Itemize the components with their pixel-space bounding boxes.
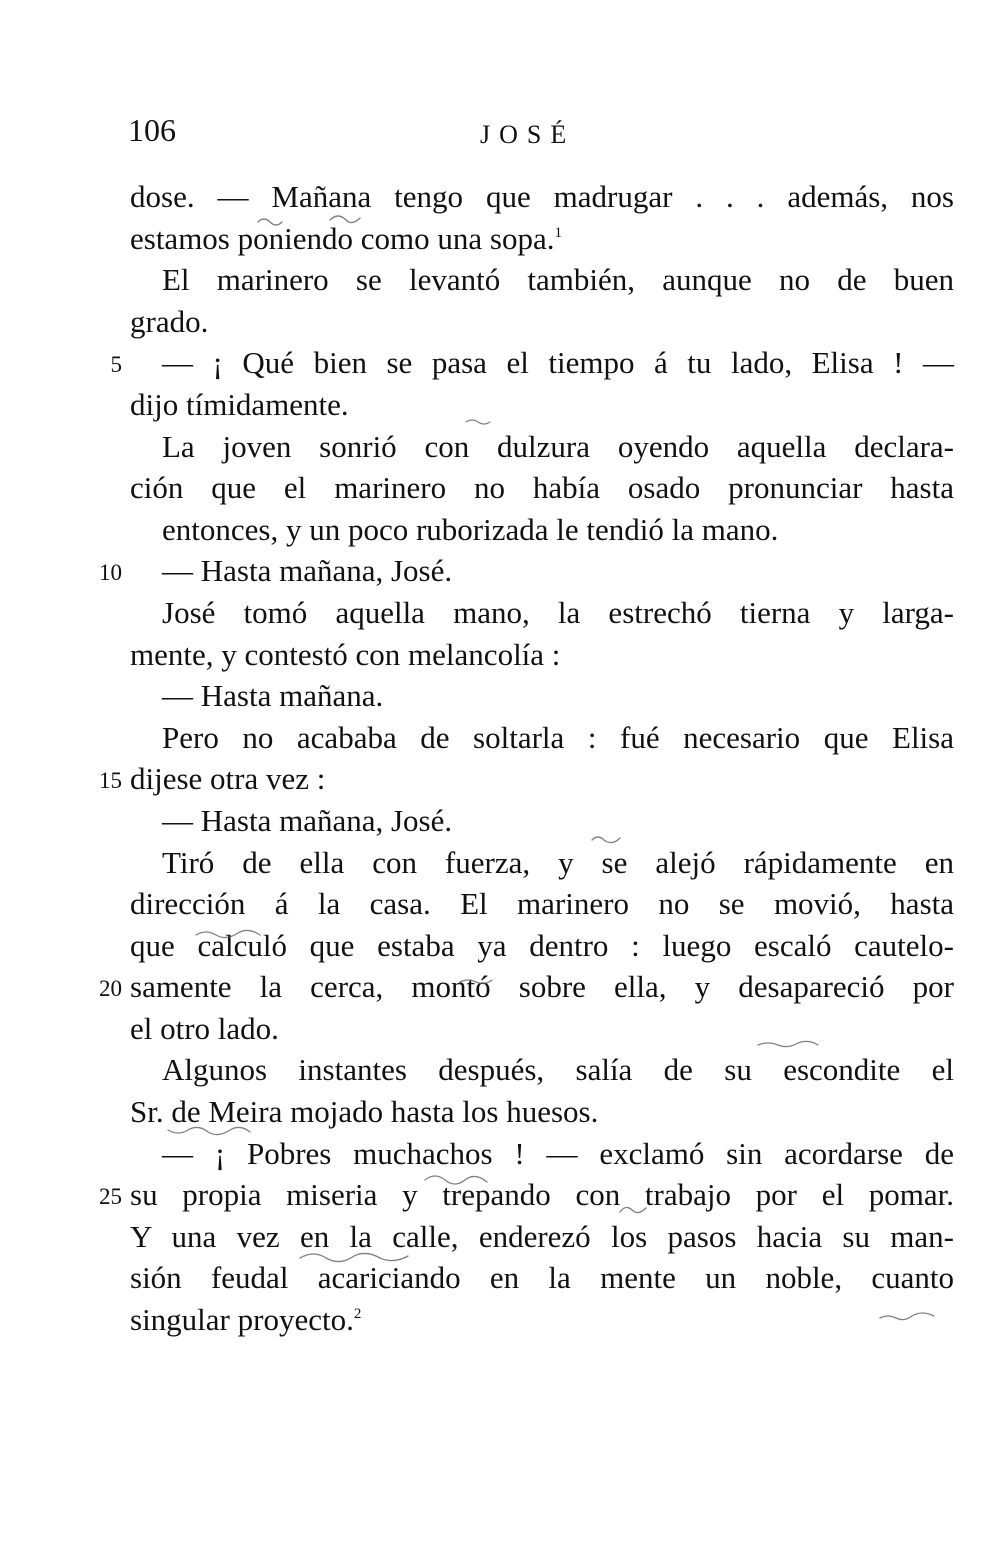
line-text — [130, 634, 560, 676]
text-line — [0, 426, 1000, 468]
page-number: 106 — [128, 112, 176, 148]
line-text-content: Y una vez en la calle, enderezó los pasos hacia su man- — [130, 1218, 954, 1254]
text-line — [0, 218, 1000, 260]
text-line — [0, 966, 1000, 1008]
line-text-content: Tiró de ella con fuerza, y se alejó rápidamente en — [162, 844, 954, 880]
text-line — [0, 1216, 1000, 1258]
line-text — [130, 925, 954, 967]
line-text — [130, 1216, 954, 1258]
text-line — [0, 1008, 1000, 1050]
line-number: 5 — [110, 352, 122, 378]
text-line — [0, 301, 1000, 343]
line-text-content: singular proyecto. — [130, 1302, 354, 1338]
line-text — [130, 1174, 954, 1216]
line-text — [130, 1008, 279, 1050]
line-text — [162, 342, 954, 384]
line-text — [162, 509, 778, 551]
text-line — [0, 758, 1000, 800]
text-line — [0, 1299, 1000, 1341]
running-title: JOSÉ — [480, 120, 576, 149]
line-text-content: su propia miseria y trepando con trabajo por el pomar. — [130, 1177, 954, 1213]
body-text — [0, 176, 1000, 1341]
line-text — [162, 592, 954, 634]
footnote-marker: 2 — [353, 1306, 362, 1323]
line-text — [162, 426, 954, 468]
text-line — [0, 1091, 1000, 1133]
text-line — [0, 384, 1000, 426]
text-line — [0, 259, 1000, 301]
text-line — [0, 800, 1000, 842]
line-text — [130, 176, 954, 218]
line-text — [130, 1091, 598, 1133]
line-text — [130, 1299, 361, 1341]
text-line — [0, 717, 1000, 759]
line-text-content: La joven sonrió con dulzura oyendo aquella declara- — [162, 428, 954, 464]
line-text-content: samente la cerca, montó sobre ella, y desapareció por — [130, 969, 954, 1005]
text-line — [0, 550, 1000, 592]
line-text-content: José tomó aquella mano, la estrechó tierna y larga- — [162, 594, 954, 630]
line-text-content: ción que el marinero no había osado pronunciar hasta — [130, 470, 954, 506]
text-line — [0, 925, 1000, 967]
text-line — [0, 467, 1000, 509]
line-text — [162, 259, 954, 301]
line-number: 10 — [99, 560, 122, 586]
line-text-content: mente, y contestó con melancolía : — [130, 636, 561, 672]
line-text-content: grado. — [130, 303, 209, 339]
line-text — [162, 717, 954, 759]
text-line — [0, 1174, 1000, 1216]
line-number: 20 — [99, 976, 122, 1002]
line-text-content: — ¡ Pobres muchachos ! — exclamó sin acordarse de — [162, 1135, 954, 1171]
line-text — [130, 1257, 954, 1299]
line-text — [162, 675, 383, 717]
text-line — [0, 342, 1000, 384]
line-text — [162, 842, 954, 884]
line-text-content: entonces, y un poco ruborizada le tendió la mano. — [162, 511, 779, 547]
line-text-content: estamos poniendo como una sopa. — [130, 220, 555, 256]
line-text-content: que calculó que estaba ya dentro : luego escaló cautelo- — [130, 927, 954, 963]
line-text — [162, 550, 452, 592]
line-text-content: el otro lado. — [130, 1010, 279, 1046]
line-text-content: Algunos instantes después, salía de su escondite el — [162, 1052, 954, 1088]
line-text-content: sión feudal acariciando en la mente un noble, cuanto — [130, 1260, 954, 1296]
line-text — [130, 966, 954, 1008]
text-line — [0, 634, 1000, 676]
line-text — [162, 1133, 954, 1175]
line-text-content: — Hasta mañana, José. — [162, 802, 453, 838]
line-text-content: dijese otra vez : — [130, 761, 326, 797]
line-number: 15 — [99, 768, 122, 794]
footnote-marker: 1 — [554, 224, 562, 241]
text-line — [0, 592, 1000, 634]
line-text — [130, 384, 349, 426]
line-text-content: — Hasta mañana, José. — [162, 553, 453, 589]
text-line — [0, 1133, 1000, 1175]
line-text-content: — ¡ Qué bien se pasa el tiempo á tu lado, Elisa ! — — [162, 345, 954, 381]
line-text — [162, 1049, 954, 1091]
line-text-content: dijo tímidamente. — [130, 386, 349, 422]
line-number: 25 — [99, 1184, 122, 1210]
text-line — [0, 842, 1000, 884]
line-text — [130, 301, 208, 343]
line-text-content: dose. — Mañana tengo que madrugar . . . además, nos — [130, 179, 954, 214]
line-text — [130, 758, 325, 800]
line-text — [162, 800, 452, 842]
text-line — [0, 176, 1000, 218]
line-text-content: Pero no acababa de soltarla : fué necesario que Elisa — [162, 719, 954, 755]
text-line — [0, 509, 1000, 551]
line-text — [130, 467, 954, 509]
line-text — [130, 883, 954, 925]
line-text — [130, 218, 562, 260]
text-line — [0, 883, 1000, 925]
text-line — [0, 1049, 1000, 1091]
line-text-content: dirección á la casa. El marinero no se movió, hasta — [130, 886, 954, 922]
line-text-content: Sr. de Meira mojado hasta los huesos. — [130, 1094, 599, 1130]
line-text-content: — Hasta mañana. — [162, 678, 384, 714]
line-text-content: El marinero se levantó también, aunque no de buen — [162, 262, 954, 298]
text-line — [0, 1257, 1000, 1299]
text-line — [0, 675, 1000, 717]
